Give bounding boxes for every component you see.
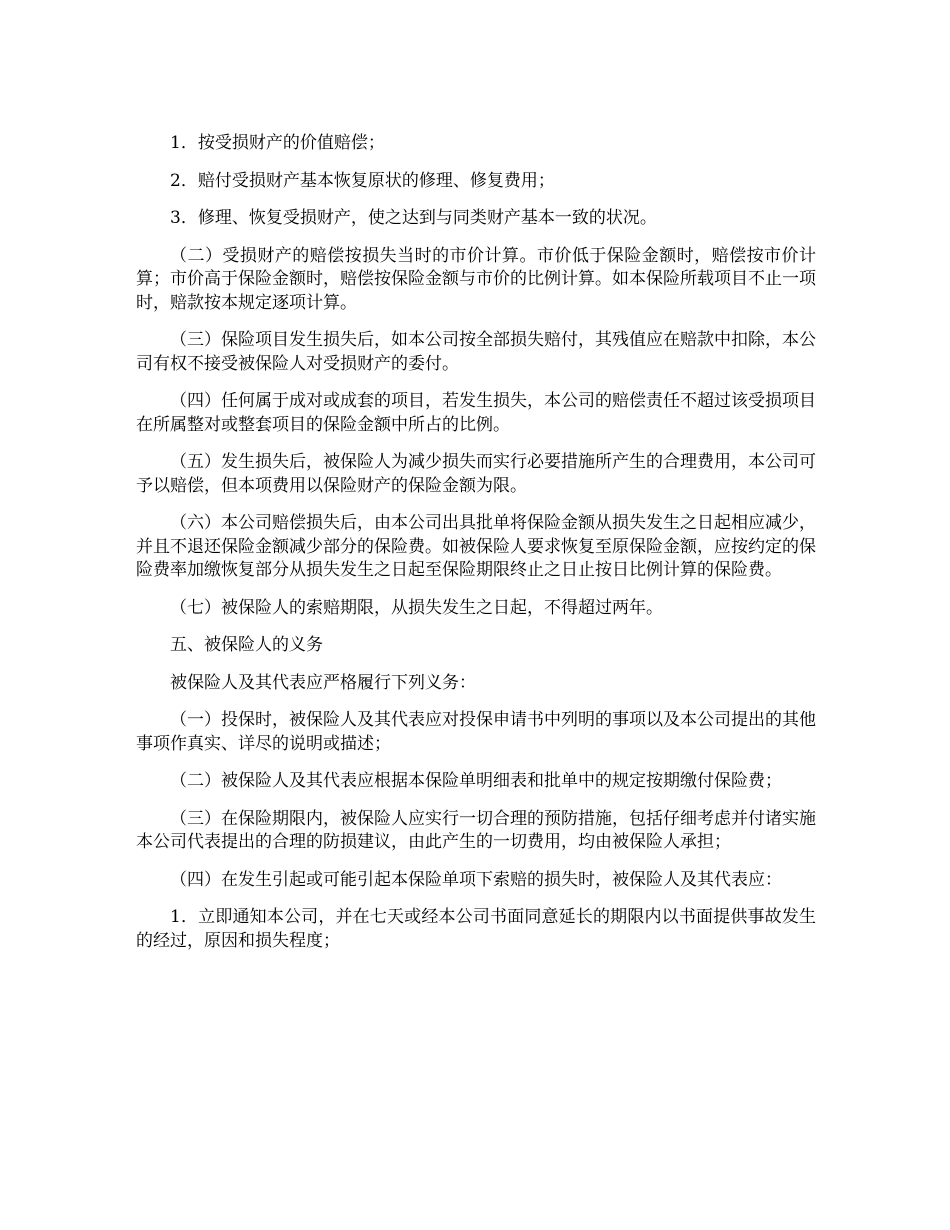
paragraph-clause-4-pairs-sets: （四）任何属于成对或成套的项目，若发生损失，本公司的赔偿责任不超过该受损项目在所属整对或整套项目的保险金额中所占的比例。 <box>136 391 816 435</box>
paragraph-obligations-intro: 被保险人及其代表应严格履行下列义务： <box>170 672 476 693</box>
paragraph-obligation-3-prevention: （三）在保险期限内，被保险人应实行一切合理的预防措施，包括仔细考虑并付诸实施本公司代表提出的合理的防损建议，由此产生的一切费用，均由被保险人承担； <box>136 808 816 852</box>
paragraph-item-1-value-compensation: 1．按受损财产的价值赔偿； <box>170 133 385 153</box>
paragraph-item-2-repair-costs: 2．赔付受损财产基本恢复原状的修理、修复费用； <box>170 170 555 191</box>
paragraph-obligation-4-item-1-notify: 1．立即通知本公司，并在七天或经本公司书面同意延长的期限内以书面提供事故发生的经过，原因和损失程度； <box>136 907 816 951</box>
document-body <box>136 132 816 967</box>
paragraph-clause-7-claim-period: （七）被保险人的索赔期限，从损失发生之日起，不得超过两年。 <box>170 597 663 618</box>
paragraph-clause-5-mitigation-costs: （五）发生损失后，被保险人为减少损失而实行必要措施所产生的合理费用，本公司可予以赔偿，但本项费用以保险财产的保险金额为限。 <box>136 452 816 496</box>
section-heading-insured-obligations: 五、被保险人的义务 <box>170 635 323 655</box>
paragraph-clause-2-market-price: （二）受损财产的赔偿按损失当时的市价计算。市价低于保险金额时，赔偿按市价计算；市价高于保险金额时，赔偿按保险金额与市价的比例计算。如本保险所载项目不止一项时，赔款按本规定逐项计算。 <box>136 245 816 313</box>
paragraph-clause-6-sum-reduction: （六）本公司赔偿损失后，由本公司出具批单将保险金额从损失发生之日起相应减少，并且不退还保险金额减少部分的保险费。如被保险人要求恢复至原保险金额，应按约定的保险费率加缴恢复部分从损失发生之日起至保险期限终止之日止按日比例计算的保险费。 <box>136 513 816 580</box>
paragraph-obligation-2-premium: （二）被保险人及其代表应根据本保险单明细表和批单中的规定按期缴付保险费； <box>170 771 782 791</box>
paragraph-item-3-restore-property: 3．修理、恢复受损财产，使之达到与同类财产基本一致的状况。 <box>170 208 657 228</box>
paragraph-clause-3-salvage: （三）保险项目发生损失后，如本公司按全部损失赔付，其残值应在赔款中扣除，本公司有权不接受被保险人对受损财产的委付。 <box>136 330 816 374</box>
paragraph-obligation-1-disclosure: （一）投保时，被保险人及其代表应对投保申请书中列明的事项以及本公司提出的其他事项作真实、详尽的说明或描述； <box>136 710 816 754</box>
paragraph-obligation-4-loss-event: （四）在发生引起或可能引起本保险单项下索赔的损失时，被保险人及其代表应： <box>170 869 782 890</box>
